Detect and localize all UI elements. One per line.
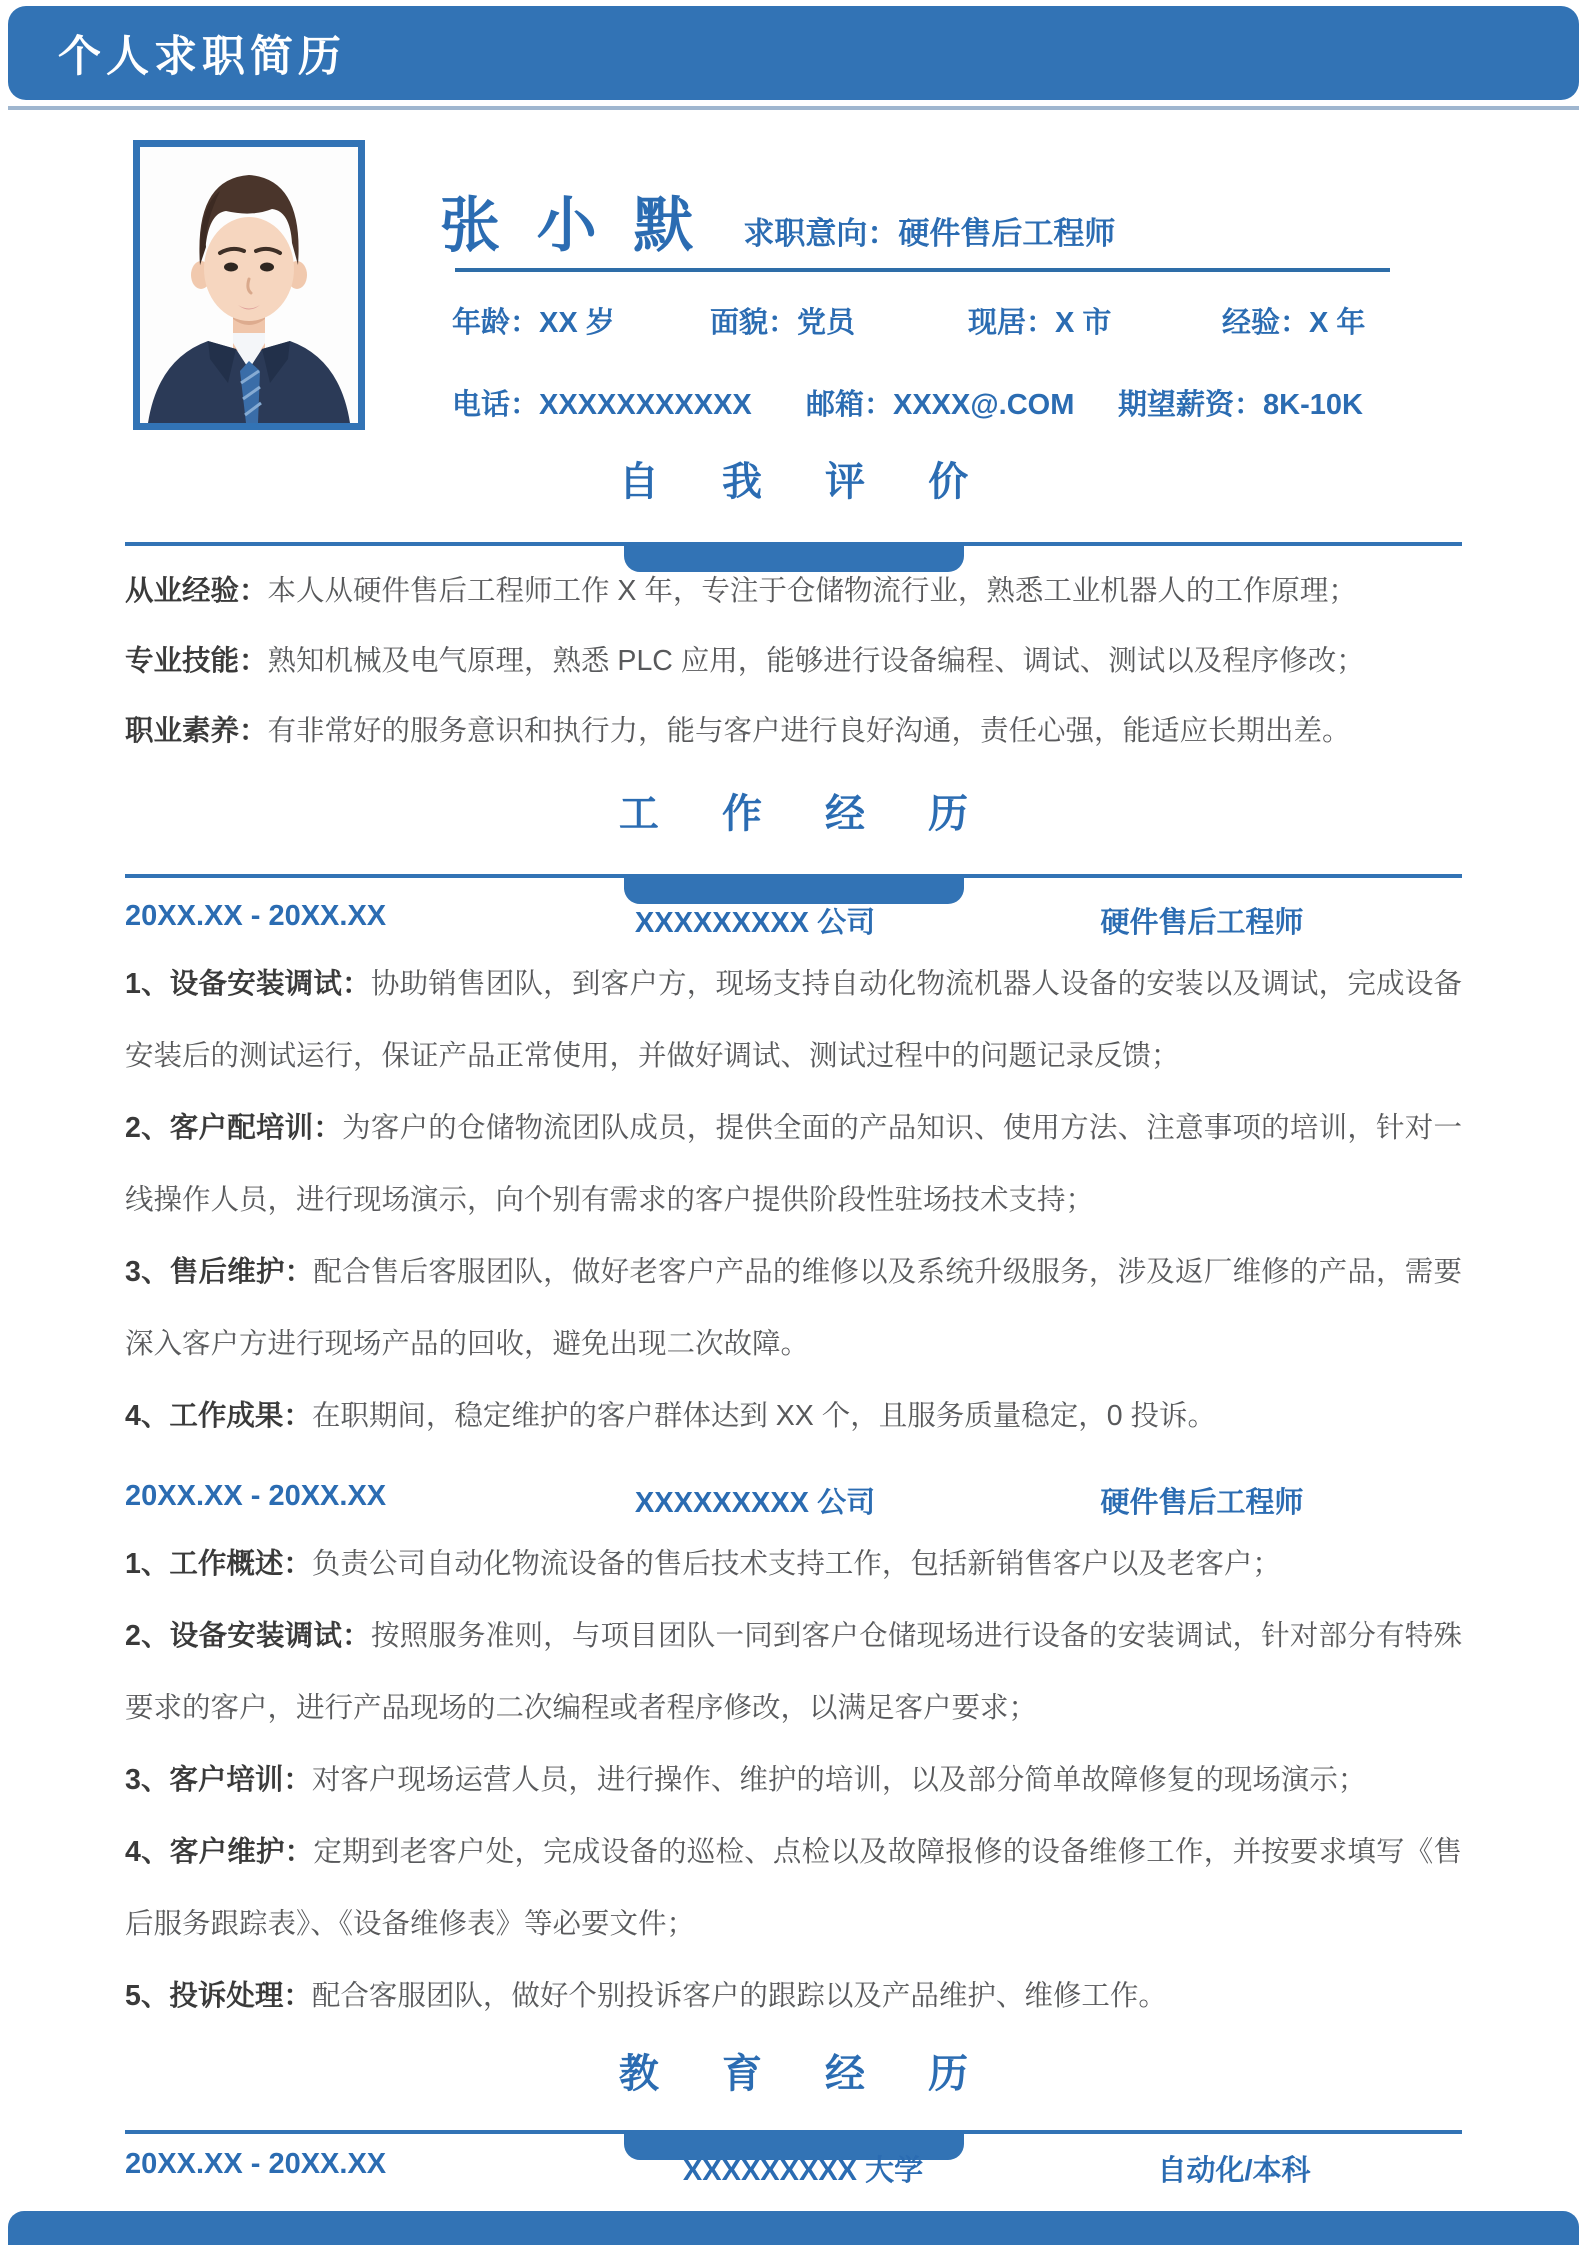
item-label: 职业素养： [125,715,268,747]
job-intent: 求职意向：硬件售后工程师 [743,216,1116,251]
footer-bar [8,2211,1579,2245]
job-bullets [125,1528,1462,2032]
job-position: 硬件售后工程师 [1100,907,1304,939]
self-evaluation-paragraphs [125,556,1462,766]
section-work-experience [125,788,1462,2032]
bullet-label: 2、客户配培训： [125,1112,343,1144]
bullet-label: 2、设备安装调试： [125,1620,371,1652]
education-period: 20XX.XX - 20XX.XX [125,2148,387,2180]
job-company: XXXXXXXXX 公司 [634,907,876,939]
job-bullet [125,1236,1462,1380]
candidate-name: 张 小 默 [440,192,704,259]
name-row [440,192,1116,259]
bullet-text: 对客户现场运营人员，进行操作、维护的培训，以及部分简单故障修复的现场演示； [311,1764,1367,1796]
info-residence: 现居：X 市 [968,307,1112,339]
item-text: 有非常好的服务意识和执行力，能与客户进行良好沟通，责任心强，能适应长期出差。 [267,715,1351,747]
job-bullet [125,1528,1462,1600]
item-label: 从业经验： [125,575,268,607]
name-divider [455,268,1390,272]
profile-photo [133,140,365,430]
job-bullet [125,948,1462,1092]
bullet-label: 3、售后维护： [125,1256,314,1288]
info-political-status: 面貌：党员 [710,307,856,339]
bullet-text: 在职期间，稳定维护的客户群体达到 XX 个，且服务质量稳定，0 投诉。 [311,1400,1216,1432]
bullet-text: 按照服务准则，与项目团队一同到客户仓储现场进行设备的安装调试，针对部分有特殊要求的客户，进行产品现场的二次编程或者程序修改，以满足客户要求； [125,1620,1462,1724]
job-header-row [125,900,1462,940]
job-header-row [125,1480,1462,1520]
header-underline [8,106,1579,110]
section-title-education: 教 育 经 历 [618,2052,995,2096]
section-rule [125,542,1462,546]
job-company: XXXXXXXXX 公司 [634,1487,876,1519]
section-education [125,2048,1462,2188]
self-eval-item [125,626,1462,696]
job-bullet [125,1600,1462,1744]
bullet-label: 1、设备安装调试： [125,968,371,1000]
item-text: 本人从硬件售后工程师工作 X 年，专注于仓储物流行业，熟悉工业机器人的工作原理； [267,575,1357,607]
item-text: 熟知机械及电气原理，熟悉 PLC 应用，能够进行设备编程、调试、测试以及程序修改； [267,645,1365,677]
info-expected-salary: 期望薪资：8K-10K [1118,389,1363,421]
section-rule [125,874,1462,878]
job-period: 20XX.XX - 20XX.XX [125,900,387,932]
info-experience: 经验：X 年 [1222,307,1366,339]
item-label: 专业技能： [125,645,268,677]
bullet-text: 为客户的仓储物流团队成员，提供全面的产品知识、使用方法、注意事项的培训，针对一线操作人员，进行现场演示，向个别有需求的客户提供阶段性驻场技术支持； [125,1112,1462,1216]
education-row [125,2148,1462,2188]
info-phone: 电话：XXXXXXXXXXX [452,389,752,421]
job-bullet [125,1744,1462,1816]
bullet-text: 协助销售团队，到客户方，现场支持自动化物流机器人设备的安装以及调试，完成设备安装后的测试运行，保证产品正常使用，并做好调试、测试过程中的问题记录反馈； [125,968,1462,1072]
bullet-label: 4、工作成果： [125,1400,312,1432]
bullet-label: 4、客户维护： [125,1836,314,1868]
info-email: 邮箱：XXXX@.COM [806,389,1075,421]
job-bullet [125,1092,1462,1236]
page-title: 个人求职简历 [58,32,346,81]
job-bullets [125,948,1462,1452]
bullet-label: 3、客户培训： [125,1764,312,1796]
section-self-evaluation [125,456,1462,766]
bullet-text: 定期到老客户处，完成设备的巡检、点检以及故障报修的设备维修工作，并按要求填写《售后服务跟踪表》、《设备维修表》等必要文件； [125,1836,1462,1940]
section-title-self-evaluation: 自 我 评 价 [618,460,995,504]
job-bullet [125,1960,1462,2032]
education-school: XXXXXXXXX 大学 [682,2155,924,2187]
info-age: 年龄：XX 岁 [452,307,615,339]
job-position: 硬件售后工程师 [1100,1487,1304,1519]
header-bar [8,6,1579,100]
job-bullet [125,1816,1462,1960]
section-tab [624,544,964,572]
section-rule [125,2130,1462,2134]
bullet-text: 配合客服团队，做好个别投诉客户的跟踪以及产品维护、维修工作。 [311,1980,1167,2012]
education-major: 自动化/本科 [1157,2155,1311,2187]
section-title-work-experience: 工 作 经 历 [618,792,995,836]
job-period: 20XX.XX - 20XX.XX [125,1480,387,1512]
self-eval-item [125,696,1462,766]
bullet-label: 5、投诉处理： [125,1980,312,2012]
portrait-avatar-icon [140,147,358,423]
bullet-text: 负责公司自动化物流设备的售后技术支持工作，包括新销售客户以及老客户； [311,1548,1281,1580]
bullet-label: 1、工作概述： [125,1548,312,1580]
job-bullet [125,1380,1462,1452]
bullet-text: 配合售后客服团队，做好老客户产品的维修以及系统升级服务，涉及返厂维修的产品，需要深入客户方进行现场产品的回收，避免出现二次故障。 [125,1256,1462,1360]
